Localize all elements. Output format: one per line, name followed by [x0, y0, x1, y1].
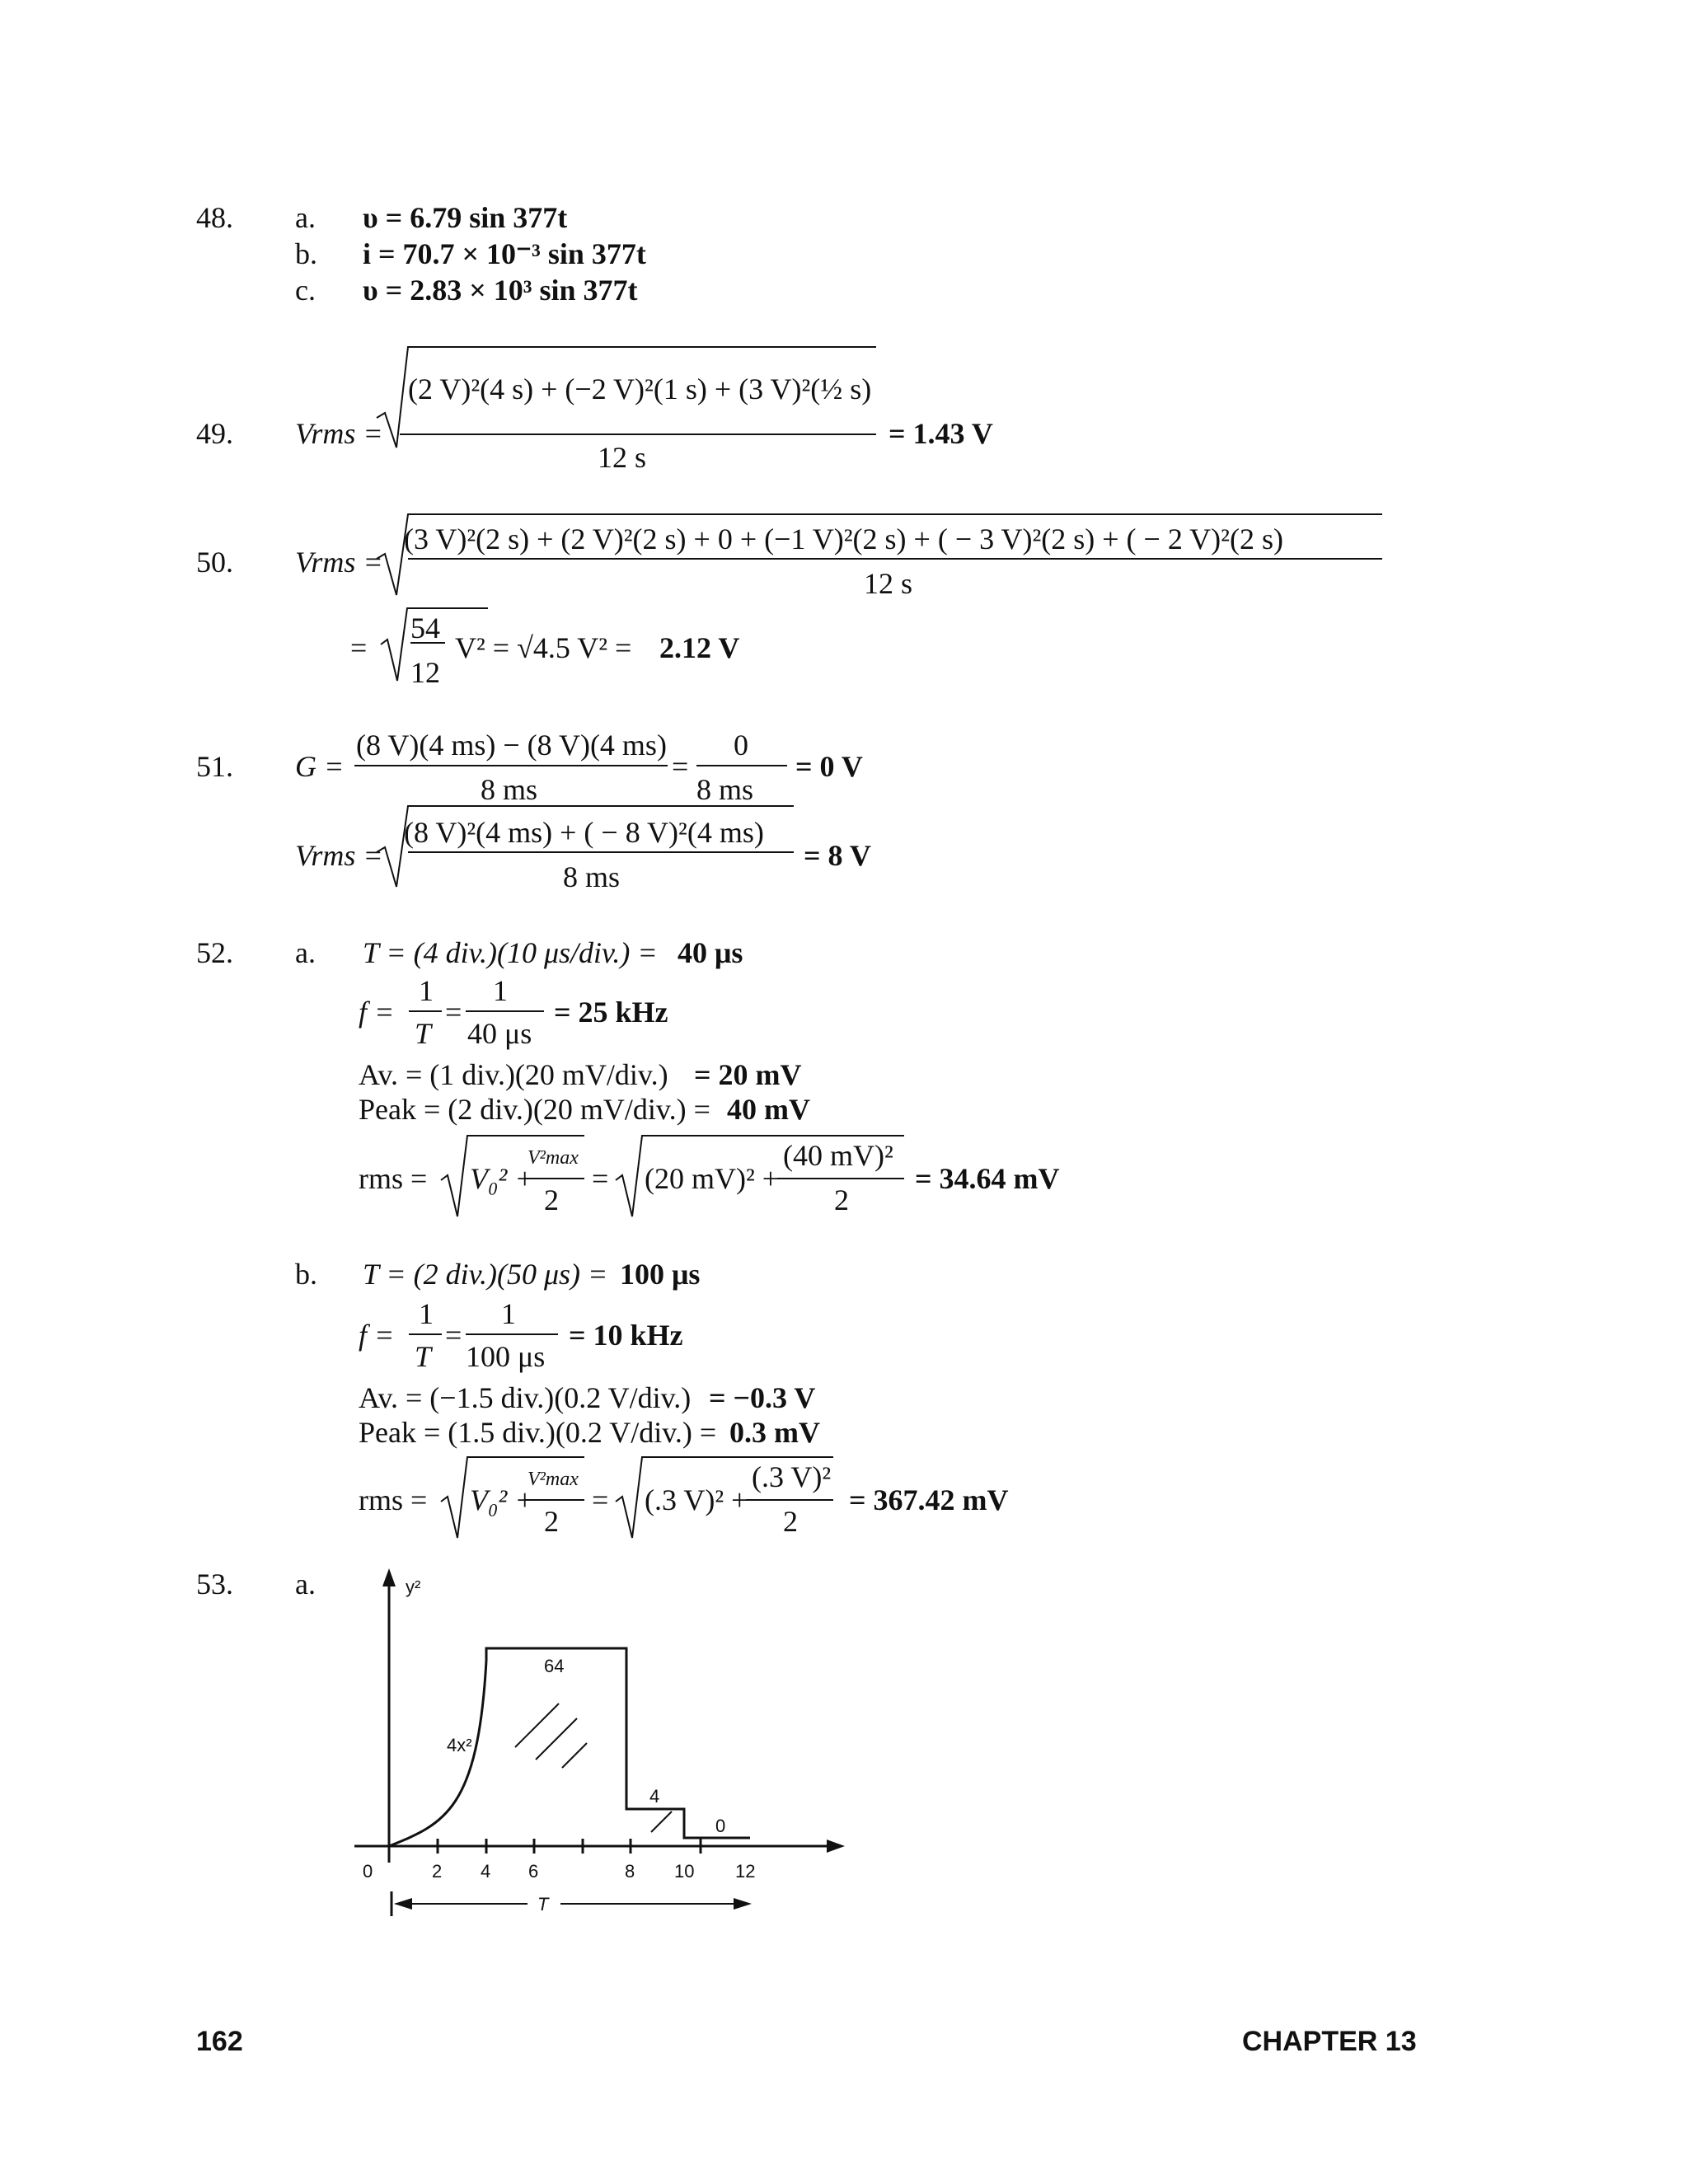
tick-label: 2	[432, 1861, 443, 1882]
part-label: b.	[295, 1258, 317, 1291]
fraction-numerator: 1	[501, 1297, 516, 1330]
fraction-numerator: (40 mV)²	[783, 1139, 893, 1172]
fraction-bar	[409, 1010, 442, 1012]
y-axis-label: y²	[406, 1577, 421, 1597]
equation: Peak = (1.5 div.)(0.2 V/div.) =	[359, 1416, 717, 1449]
result: = 8 V	[804, 839, 871, 872]
numerator: (8 V)(4 ms) − (8 V)(4 ms)	[356, 729, 667, 762]
fraction-bar	[696, 765, 787, 766]
vmax-squared: V²max	[528, 1469, 579, 1490]
hatch-line	[536, 1718, 577, 1760]
denominator: 8 ms	[696, 773, 754, 806]
v0-term: V₀² +	[470, 1483, 535, 1516]
result: 40 μs	[678, 936, 743, 969]
equation: i = 70.7 × 10⁻³ sin 377t	[363, 237, 646, 270]
fraction-numerator: 1	[419, 1297, 434, 1330]
hatch-line	[515, 1704, 559, 1747]
tick-label: 4	[481, 1861, 491, 1882]
problem-number: 50.	[196, 546, 233, 579]
lhs: rms =	[359, 1162, 428, 1195]
hatch-line	[562, 1743, 587, 1768]
fraction-denominator: T	[415, 1017, 432, 1050]
denominator: 12 s	[598, 441, 647, 474]
result: 2.12 V	[659, 631, 740, 664]
equation: T = (4 div.)(10 μs/div.) =	[363, 936, 658, 969]
v0-term: V₀² +	[470, 1162, 535, 1195]
result: 40 mV	[727, 1093, 810, 1126]
result: = 20 mV	[694, 1058, 802, 1091]
lhs: Vrms =	[295, 417, 383, 450]
fraction-numerator: 1	[419, 974, 434, 1007]
fraction-denominator: 2	[544, 1183, 559, 1216]
origin-label: 0	[363, 1861, 373, 1882]
equals: =	[672, 750, 689, 783]
part-label: a.	[295, 1568, 316, 1601]
fraction-numerator: 54	[410, 612, 440, 644]
lhs: G =	[295, 750, 345, 783]
rms-term: (.3 V)² +	[645, 1483, 748, 1516]
numerator: (2 V)²(4 s) + (−2 V)²(1 s) + (3 V)²(½ s)	[408, 373, 872, 405]
zero-level-label: 0	[715, 1816, 726, 1836]
fraction-bar	[466, 1333, 558, 1335]
result: = 1.43 V	[889, 417, 993, 450]
result: = 34.64 mV	[915, 1162, 1060, 1195]
fraction-bar	[409, 1333, 442, 1335]
y-axis-arrowhead	[382, 1568, 396, 1586]
curve-label: 4x²	[447, 1735, 472, 1755]
problem-number: 53.	[196, 1568, 233, 1601]
denominator: 12 s	[864, 567, 913, 600]
problem-number: 48.	[196, 201, 233, 234]
denominator: 8 ms	[481, 773, 538, 806]
equation: Peak = (2 div.)(20 mV/div.) =	[359, 1093, 710, 1126]
tick-label: 10	[674, 1861, 695, 1882]
lhs: f =	[359, 996, 395, 1029]
result: = −0.3 V	[709, 1381, 816, 1414]
problem-number: 51.	[196, 750, 233, 783]
numerator: (3 V)²(2 s) + (2 V)²(2 s) + 0 + (−1 V)²(2 s) + ( − 3 V)²(2 s) + ( − 2 V)²(2 s)	[404, 523, 1283, 555]
equation: υ = 2.83 × 10³ sin 377t	[363, 274, 638, 307]
step-label: 4	[649, 1786, 660, 1807]
page-number: 162	[196, 2026, 243, 2057]
numerator: 0	[734, 729, 748, 762]
result: = 0 V	[795, 750, 863, 783]
tick-label: 12	[735, 1861, 756, 1882]
part-label: b.	[295, 237, 317, 270]
result: 100 μs	[620, 1258, 701, 1291]
equation: Av. = (1 div.)(20 mV/div.)	[359, 1058, 668, 1091]
fraction-bar	[354, 765, 668, 766]
lhs: f =	[359, 1319, 395, 1352]
lhs: Vrms =	[295, 839, 383, 872]
tick-label: 6	[528, 1861, 539, 1882]
rms-term: (20 mV)² +	[645, 1162, 780, 1195]
expression: V² = √4.5 V² =	[455, 631, 632, 664]
fraction-denominator: 40 μs	[467, 1017, 532, 1050]
equals: =	[445, 1319, 462, 1352]
denominator: 8 ms	[563, 860, 621, 893]
result: = 25 kHz	[554, 996, 668, 1029]
fraction-denominator: 100 μs	[466, 1340, 546, 1373]
fraction-denominator: 2	[783, 1505, 798, 1538]
equation: T = (2 div.)(50 μs) =	[363, 1258, 608, 1291]
equation: υ = 6.79 sin 377t	[363, 201, 568, 234]
lhs: Vrms =	[295, 546, 383, 579]
result: = 367.42 mV	[849, 1483, 1009, 1516]
fraction-denominator: 12	[410, 656, 440, 689]
numerator: (8 V)²(4 ms) + ( − 8 V)²(4 ms)	[404, 816, 764, 849]
tick-label: 8	[625, 1861, 635, 1882]
result: = 10 kHz	[569, 1319, 683, 1352]
problem-number: 49.	[196, 417, 233, 450]
part-label: a.	[295, 936, 316, 969]
chapter-label: CHAPTER 13	[1242, 2026, 1417, 2057]
equals: =	[592, 1162, 609, 1195]
fraction-denominator: 2	[544, 1505, 559, 1538]
problem-number: 52.	[196, 936, 233, 969]
equals: =	[445, 996, 462, 1029]
equals: =	[592, 1483, 609, 1516]
fraction-denominator: 2	[834, 1183, 849, 1216]
x-axis-arrowhead	[827, 1840, 845, 1853]
period-arrowhead-left	[394, 1898, 412, 1910]
vmax-squared: V²max	[528, 1147, 579, 1169]
fraction-numerator: 1	[493, 974, 508, 1007]
fraction-bar	[466, 1010, 544, 1012]
fraction-denominator: T	[415, 1340, 432, 1373]
result: 0.3 mV	[729, 1416, 820, 1449]
part-label: a.	[295, 201, 316, 234]
plateau-label: 64	[544, 1656, 565, 1676]
equation: Av. = (−1.5 div.)(0.2 V/div.)	[359, 1381, 692, 1414]
lhs: rms =	[359, 1483, 428, 1516]
fraction-numerator: (.3 V)²	[752, 1460, 832, 1493]
part-label: c.	[295, 274, 316, 307]
step-waveform	[486, 1648, 750, 1838]
y-squared-figure	[346, 1562, 857, 1924]
period-label: T	[537, 1894, 549, 1915]
equals: =	[350, 631, 368, 664]
period-arrowhead-right	[734, 1898, 752, 1910]
hatch-line	[651, 1811, 672, 1832]
